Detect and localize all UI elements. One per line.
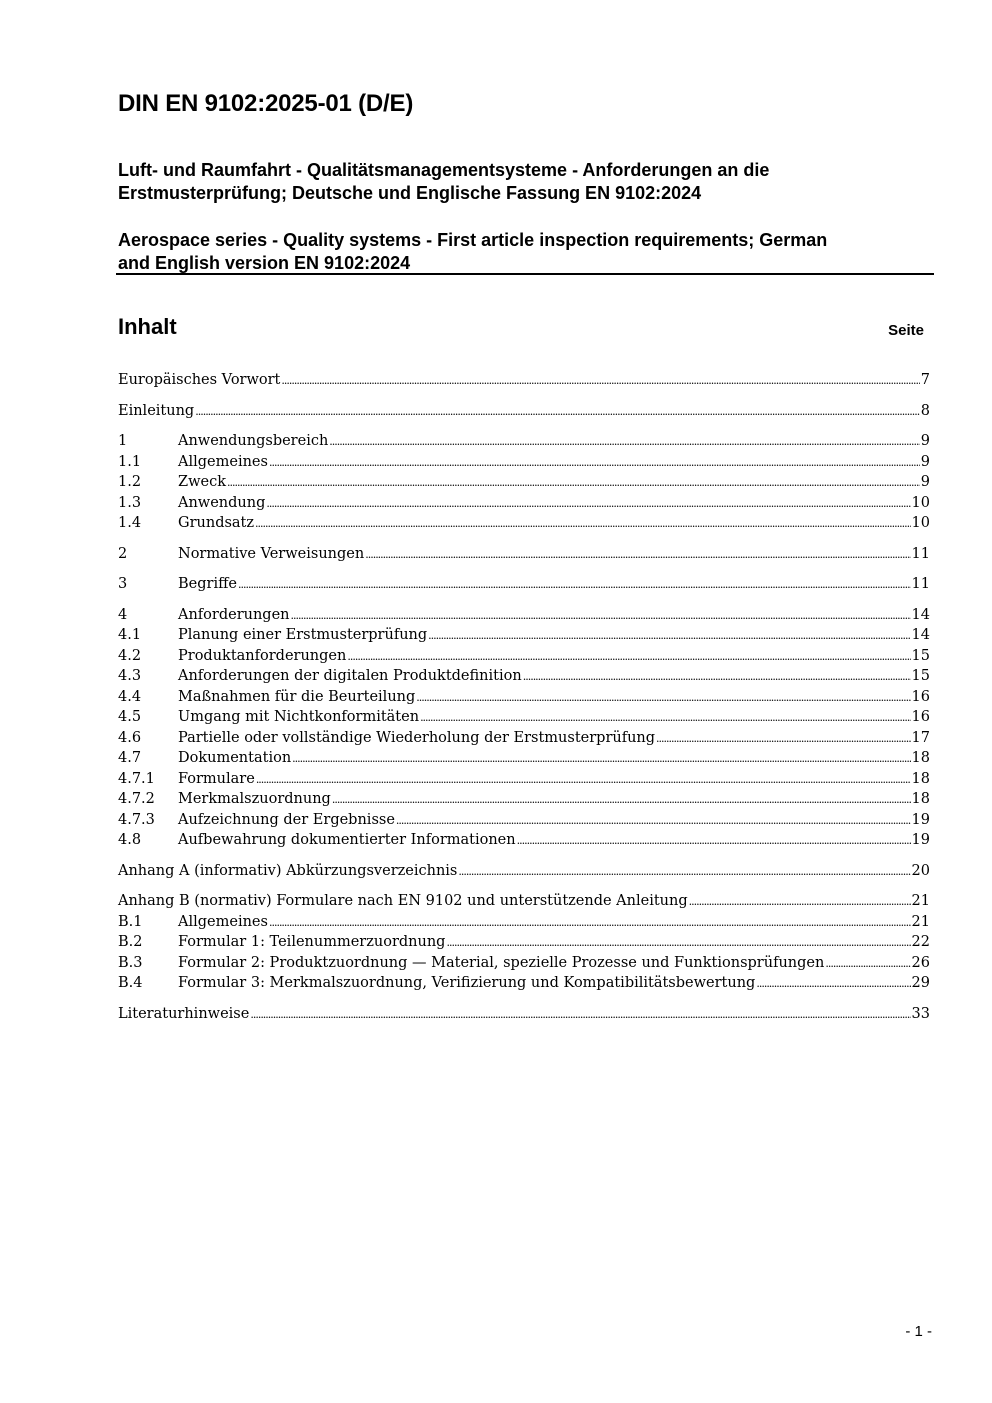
toc-entry-number: B.1 (118, 913, 143, 930)
toc-entry[interactable] (118, 666, 930, 687)
toc-entry-leader (656, 729, 911, 750)
toc-entry-number: B.4 (118, 975, 143, 991)
toc-entry-number: 3 (118, 576, 128, 592)
toc-entry-leader (332, 790, 911, 811)
toc-entry-page: 20 (911, 862, 930, 879)
toc-entry-title: Formulare (178, 770, 255, 787)
toc-entry-page: 14 (911, 606, 930, 623)
toc-entry-page: 26 (911, 954, 930, 971)
toc-entry-leader (250, 1005, 910, 1026)
toc-entry-page: 18 (911, 750, 930, 766)
toc-entry[interactable] (118, 687, 930, 708)
toc-entry-number: 1.2 (118, 474, 142, 490)
toc-entry-leader (756, 974, 910, 995)
toc-entry-title: Umgang mit Nichtkonformitäten (178, 709, 420, 725)
toc-entry-page: 11 (911, 545, 930, 562)
toc-entry-title: Anforderungen der digitalen Produktdefinition (178, 668, 522, 684)
toc-entry[interactable] (118, 973, 930, 994)
table-of-contents (118, 370, 930, 1024)
toc-entry-number: 4.1 (118, 627, 142, 643)
toc-entry[interactable] (118, 574, 930, 595)
toc-entry-leader (292, 749, 910, 770)
toc-entry-number: 4.6 (118, 729, 142, 746)
toc-entry[interactable] (118, 370, 930, 391)
toc-entry-page: 29 (911, 975, 930, 991)
toc-entry-title: Allgemeines (178, 453, 268, 470)
toc-entry[interactable] (118, 830, 930, 851)
toc-entry-title: Anhang B (normativ) Formulare nach EN 9102 und unterstützende Anleitung (118, 893, 688, 909)
toc-heading: Inhalt (118, 314, 177, 339)
toc-entry[interactable] (118, 707, 930, 728)
toc-entry-number: 4.4 (118, 688, 142, 705)
toc-entry[interactable] (118, 472, 930, 493)
toc-entry[interactable] (118, 493, 930, 514)
toc-entry[interactable] (118, 1004, 930, 1025)
title-english-line-2: and English version EN 9102:2024 (118, 253, 411, 273)
toc-entry[interactable] (118, 891, 930, 912)
toc-entry[interactable] (118, 401, 930, 422)
document-id: DIN EN 9102:2025-01 (D/E) (118, 90, 414, 117)
toc-entry[interactable] (118, 728, 930, 749)
toc-entry-page: 19 (911, 832, 930, 848)
toc-entry-page: 15 (911, 668, 930, 684)
toc-entry-title: Einleitung (118, 402, 195, 419)
toc-entry-number: 4.2 (118, 647, 142, 664)
toc-entry-number: 4.7 (118, 750, 142, 766)
toc-entry-number: 1.1 (118, 453, 142, 470)
toc-entry[interactable] (118, 748, 930, 769)
toc-entry-title: Partielle oder vollständige Wiederholung der Erstmusterprüfung (178, 729, 656, 746)
toc-entry-number: B.2 (118, 934, 143, 950)
toc-page-label: Seite (888, 322, 924, 339)
toc-entry-title: Formular 2: Produktzuordnung — Material, spezielle Prozesse und Funktionsprüfungen (178, 954, 825, 971)
toc-entry-leader (255, 514, 911, 535)
toc-entry[interactable] (118, 861, 930, 882)
toc-entry[interactable] (118, 789, 930, 810)
toc-entry-number: 4.3 (118, 668, 142, 684)
toc-entry[interactable] (118, 452, 930, 473)
toc-entry-title: Anwendung (178, 494, 266, 511)
toc-entry-page: 21 (911, 893, 930, 909)
toc-entry-leader (291, 606, 911, 627)
toc-entry-leader (689, 892, 911, 913)
toc-entry-leader (329, 432, 919, 453)
toc-entry-title: Aufzeichnung der Ergebnisse (178, 811, 395, 828)
toc-entry-title: Aufbewahrung dokumentierter Informationen (178, 832, 516, 848)
title-german-line-1: Luft- und Raumfahrt - Qualitätsmanagementsysteme - Anforderungen an die (118, 160, 770, 180)
toc-entry-leader (825, 954, 910, 975)
toc-entry-page: 10 (911, 515, 930, 531)
toc-entry-leader (227, 473, 920, 494)
toc-entry-page: 22 (911, 934, 930, 950)
toc-entry-page: 19 (911, 811, 930, 828)
toc-entry[interactable] (118, 769, 930, 790)
toc-entry[interactable] (118, 912, 930, 933)
toc-entry-title: Formular 3: Merkmalszuordnung, Verifizierung und Kompatibilitätsbewertung (178, 975, 756, 991)
toc-entry-leader (446, 933, 910, 954)
toc-entry-number: 4.7.2 (118, 791, 155, 807)
toc-entry-number: 1 (118, 433, 128, 449)
toc-entry-leader (347, 647, 910, 668)
toc-entry[interactable] (118, 513, 930, 534)
toc-entry-page: 9 (920, 474, 930, 490)
toc-entry-leader (266, 494, 910, 515)
toc-entry-page: 9 (920, 433, 930, 449)
toc-entry[interactable] (118, 932, 930, 953)
toc-entry-number: B.3 (118, 954, 143, 971)
toc-entry-leader (396, 811, 911, 832)
toc-entry-page: 16 (911, 709, 930, 725)
toc-entry-leader (256, 770, 911, 791)
toc-entry-page: 7 (920, 372, 930, 388)
toc-entry-title: Anwendungsbereich (178, 433, 329, 449)
title-english-line-1: Aerospace series - Quality systems - First article inspection requirements; German (118, 230, 828, 250)
toc-entry-number: 4 (118, 606, 128, 623)
toc-entry-page: 15 (911, 647, 930, 664)
toc-entry[interactable] (118, 953, 930, 974)
toc-entry-title: Formular 1: Teilenummerzuordnung (178, 934, 446, 950)
toc-entry-leader (195, 402, 920, 423)
toc-entry-page: 9 (920, 453, 930, 470)
toc-entry-number: 4.5 (118, 709, 142, 725)
toc-entry-title: Merkmalszuordnung (178, 791, 331, 807)
toc-entry[interactable] (118, 605, 930, 626)
toc-entry-number: 4.7.3 (118, 811, 155, 828)
toc-entry-title: Zweck (178, 474, 226, 490)
toc-entry-title: Literaturhinweise (118, 1005, 250, 1022)
toc-entry-number: 2 (118, 545, 128, 562)
toc-entry[interactable] (118, 646, 930, 667)
toc-entry-number: 4.7.1 (118, 770, 155, 787)
toc-entry-title: Normative Verweisungen (178, 545, 365, 562)
toc-entry-page: 18 (911, 770, 930, 787)
title-german (118, 159, 934, 205)
toc-entry-number: 1.3 (118, 494, 142, 511)
toc-entry-leader (269, 453, 920, 474)
toc-entry-leader (458, 862, 910, 883)
toc-entry-title: Planung einer Erstmusterprüfung (178, 627, 428, 643)
toc-entry-leader (523, 667, 911, 688)
toc-entry-leader (281, 371, 919, 392)
toc-entry[interactable] (118, 810, 930, 831)
toc-entry-title: Produktanforderungen (178, 647, 347, 664)
toc-entry-page: 10 (911, 494, 930, 511)
toc-entry-page: 33 (911, 1005, 930, 1022)
toc-entry[interactable] (118, 431, 930, 452)
toc-entry-leader (428, 626, 910, 647)
toc-entry-page: 18 (911, 791, 930, 807)
title-english (118, 229, 934, 275)
toc-entry-title: Europäisches Vorwort (118, 372, 281, 388)
toc-entry-title: Allgemeines (178, 913, 268, 930)
toc-entry-leader (238, 575, 911, 596)
toc-entry-number: 4.8 (118, 832, 142, 848)
toc-entry-page: 17 (911, 729, 930, 746)
toc-entry-page: 11 (911, 576, 930, 592)
toc-entry-page: 8 (920, 402, 930, 419)
toc-entry-page: 16 (911, 688, 930, 705)
toc-entry-number: 1.4 (118, 515, 142, 531)
toc-entry-leader (420, 708, 910, 729)
toc-entry-title: Maßnahmen für die Beurteilung (178, 688, 416, 705)
toc-entry-title: Begriffe (178, 576, 237, 592)
toc-entry[interactable] (118, 544, 930, 565)
toc-entry-title: Anhang A (informativ) Abkürzungsverzeichnis (118, 862, 458, 879)
toc-entry-leader (269, 913, 911, 934)
title-german-line-2: Erstmusterprüfung; Deutsche und Englische Fassung EN 9102:2024 (118, 183, 702, 203)
toc-entry-page: 21 (911, 913, 930, 930)
toc-entry-title: Dokumentation (178, 750, 292, 766)
page-number: - 1 - (905, 1323, 932, 1340)
toc-entry-leader (365, 545, 910, 566)
header-divider (116, 273, 934, 275)
toc-entry[interactable] (118, 625, 930, 646)
toc-entry-page: 14 (911, 627, 930, 643)
toc-entry-leader (517, 831, 911, 852)
toc-entry-title: Grundsatz (178, 515, 255, 531)
toc-entry-leader (416, 688, 910, 709)
toc-entry-title: Anforderungen (178, 606, 290, 623)
